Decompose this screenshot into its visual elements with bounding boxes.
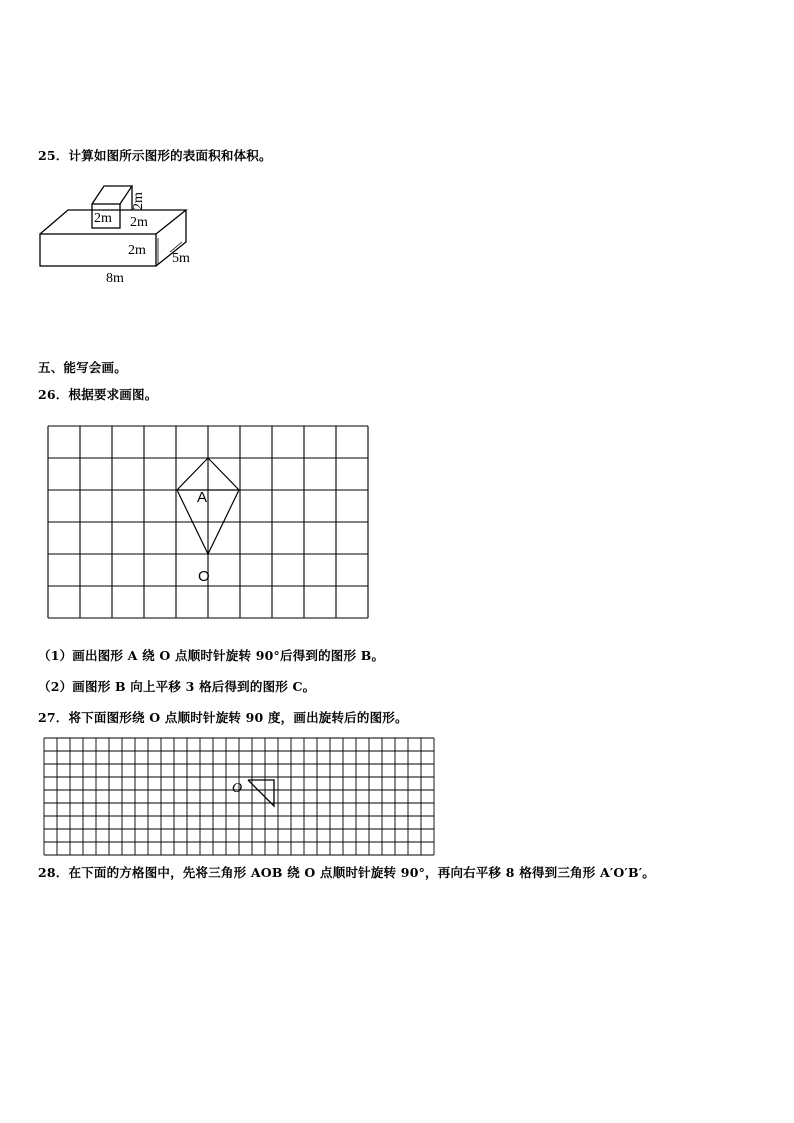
q27-grid [42,736,434,852]
top-depth-label: 2m [130,215,148,230]
front-height-label: 2m [128,243,146,258]
length-label: 8m [106,271,124,286]
q26-prompt: 26．根据要求画图。 [38,387,158,402]
q27-prompt: 27．将下面图形绕 O 点顺时针旋转 90 度，画出旋转后的图形。 [38,710,408,725]
cube-height-label: 2m [131,192,146,210]
base-box-top [40,210,186,234]
q28-prompt: 28．在下面的方格图中，先将三角形 AOB 绕 O 点顺时针旋转 90°，再向右平移 8 格得到三角形 A′O′B′。 [38,865,655,880]
q26-grid [46,418,376,628]
q25-prompt: 25．计算如图所示图形的表面积和体积。 [38,148,272,163]
q26-task-2: （2）画图形 B 向上平移 3 格后得到的图形 C。 [38,679,316,694]
label-o: O [198,568,210,585]
label-o: O [232,781,243,796]
cube-side-label: 2m [94,211,112,226]
width-label: 5m [172,251,190,266]
q25-figure [38,178,208,288]
cube-top [92,186,132,204]
q26-task-1: （1）画出图形 A 绕 O 点顺时针旋转 90°后得到的图形 B。 [38,648,385,663]
section-5-title: 五、能写会画。 [38,360,127,375]
label-a: A [197,489,208,506]
